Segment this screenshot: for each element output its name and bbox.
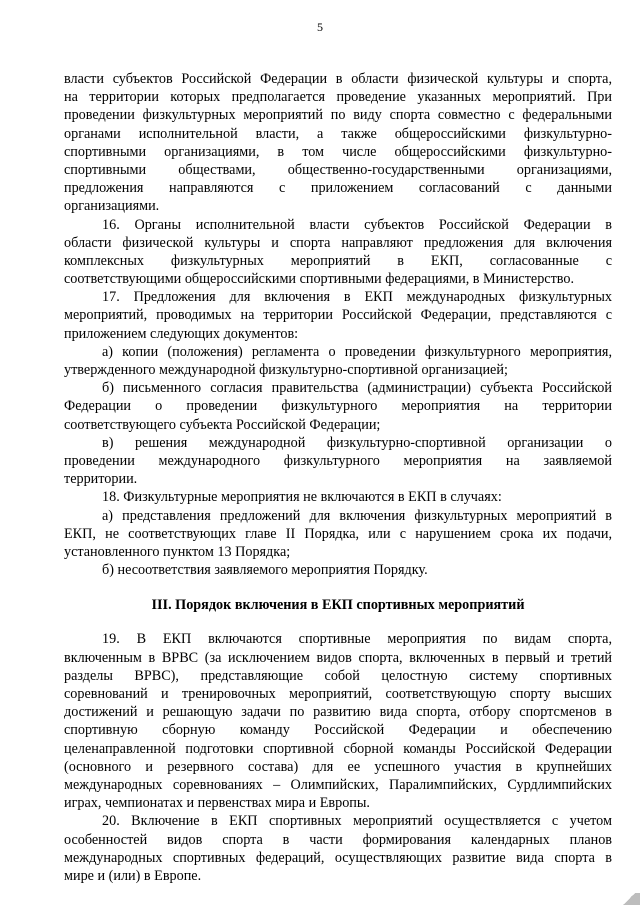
text-line: власти субъектов Российской Федерации в области физической культуры и спорта, (64, 71, 612, 87)
page-corner-mark (618, 893, 640, 905)
paragraph (64, 488, 612, 506)
text-line: на территории которых предполагается проведение указанных мероприятий. При (64, 89, 612, 106)
text-line: международных соревнованиях – Олимпийских, Паралимпийских, Сурдлимпийских (64, 776, 612, 793)
paragraph (64, 70, 612, 216)
paragraph (64, 288, 612, 343)
text-line: достижений и решающую задачи по развитию вида спорта, отбору спортсменов в (64, 704, 612, 721)
paragraph (64, 812, 612, 885)
text-line: международных спортивных федераций, осуществляющих развитие вида спорта в (64, 849, 612, 866)
text-line: утвержденного международной физкультурно-спортивной организацией; (64, 362, 508, 378)
paragraph (64, 434, 612, 489)
text-line: б) письменного согласия правительства (администрации) субъекта Российской (102, 380, 612, 397)
paragraph (64, 379, 612, 434)
text-line: (основного и резервного состава) для ее успешного участия в крупнейших (64, 758, 612, 775)
text-line: спортивную сборную команду Российской Федерации и обеспечению (64, 722, 612, 739)
text-line: 18. Физкультурные мероприятия не включаются в ЕКП в случаях: (102, 489, 502, 506)
text-line: комплексных физкультурных мероприятий в ЕКП, согласованные с (64, 252, 612, 269)
paragraphs-before-heading (64, 70, 612, 579)
text-line: а) копии (положения) регламента о проведении физкультурного мероприятия, (102, 343, 612, 360)
text-line: области физической культуры и спорта направляют предложения для включения (64, 234, 612, 251)
text-line: проведении физкультурных мероприятий по виду спорта совместно с федеральными (64, 107, 612, 124)
text-line: спортивными обществами, общественно-государственными организациями, (64, 161, 612, 178)
text-line: проведении международного физкультурного мероприятия на заявляемой (64, 452, 612, 469)
text-line: целенаправленной подготовки спортивной сборной команды Российской Федерации (64, 740, 612, 757)
text-line: территории. (64, 471, 138, 488)
text-line: соревнований и тренировочных мероприятий, соответствующую спорту высших (64, 686, 612, 703)
text-line: ЕКП, не соответствующих главе II Порядка, или с нарушением срока их подачи, (64, 525, 612, 542)
text-line: 20. Включение в ЕКП спортивных мероприятий осуществляется с учетом (102, 813, 612, 830)
text-line: мире и (или) в Европе. (64, 867, 202, 884)
paragraph (64, 561, 612, 579)
paragraph (64, 216, 612, 289)
text-line: разделы ВРВС), представляющие собой целостную систему спортивных (64, 667, 612, 684)
paragraphs-after-heading (64, 630, 612, 885)
text-line: особенностей видов спорта в части формирования календарных планов (64, 831, 612, 848)
paragraph (64, 630, 612, 812)
document-body (64, 70, 612, 885)
text-line: 19. В ЕКП включаются спортивные мероприятия по видам спорта, (102, 631, 612, 648)
text-line: приложением следующих документов: (64, 325, 299, 342)
text-line: 17. Предложения для включения в ЕКП международных физкультурных (102, 289, 612, 306)
text-line: спортивными организациями, в том числе общероссийскими физкультурно- (64, 143, 612, 160)
text-line: Федерации о проведении физкультурного мероприятия на территории (64, 398, 612, 415)
text-line: играх, чемпионатах и первенствах мира и Европы. (64, 795, 370, 812)
text-line: мероприятий, проводимых на территории Российской Федерации, представляются с (64, 307, 612, 324)
page-number: 5 (317, 20, 323, 34)
text-line: соответствующими общероссийскими спортивными федерациями, в Министерство. (64, 271, 575, 288)
text-line: предложения направляются с приложением согласований с данными (64, 180, 612, 197)
paragraph (64, 507, 612, 562)
text-line: организациями. (64, 198, 160, 215)
text-line: в) решения международной физкультурно-спортивной организации о (102, 434, 612, 451)
text-line: а) представления предложений для включения физкультурных мероприятий в (102, 507, 612, 524)
text-line: органами исполнительной власти, а также общероссийскими физкультурно- (64, 125, 612, 142)
text-line: включенным в ВРВС (за исключением видов спорта, включенных в первый и третий (64, 649, 612, 666)
text-line: б) несоответствия заявляемого мероприятия Порядку. (102, 562, 428, 579)
text-line: 16. Органы исполнительной власти субъектов Российской Федерации в (102, 216, 612, 233)
paragraph (64, 343, 612, 379)
text-line: установленного пунктом 13 Порядка; (64, 543, 291, 560)
section-heading: III. Порядок включения в ЕКП спортивных мероприятий (151, 597, 525, 614)
text-line: соответствующего субъекта Российской Федерации; (64, 416, 381, 433)
